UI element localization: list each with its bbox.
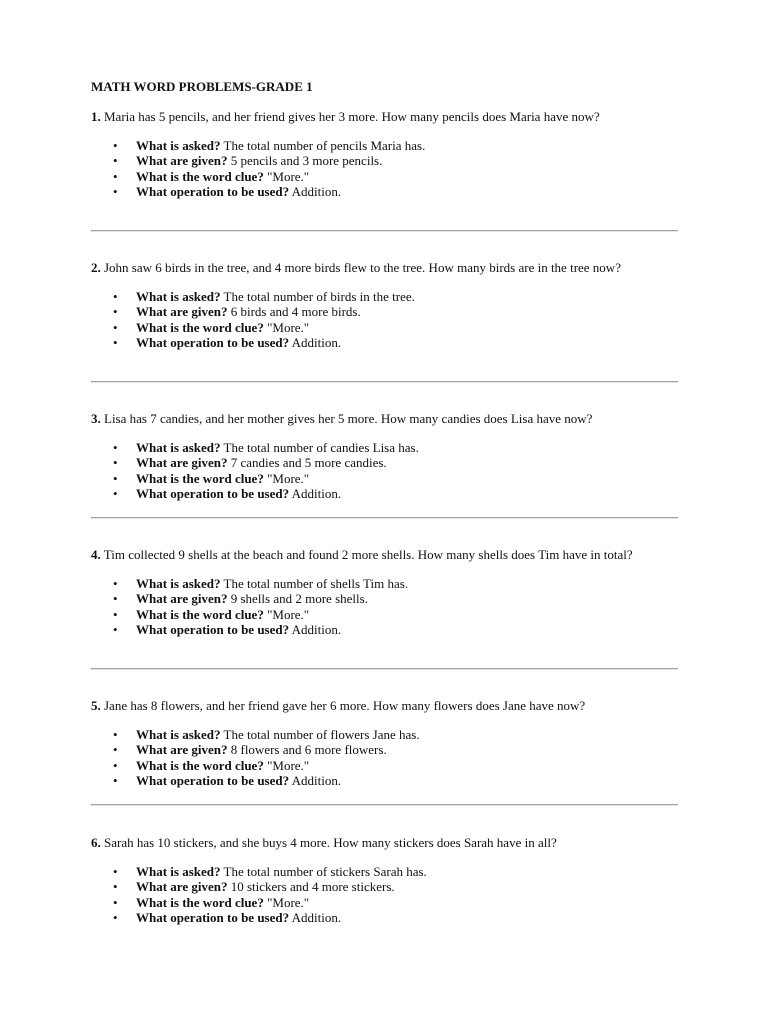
- bullet-icon: •: [113, 485, 118, 501]
- bullet-icon: •: [113, 319, 118, 335]
- bullet-icon: •: [113, 757, 118, 773]
- asked-label: What is asked?: [136, 864, 221, 879]
- asked-value: The total number of pencils Maria has.: [223, 138, 426, 153]
- operation-value: Addition.: [291, 772, 342, 788]
- bullet-icon: •: [113, 138, 118, 153]
- problem-number: 5.: [91, 698, 101, 713]
- given-label: What are given?: [136, 153, 228, 169]
- list-item: [91, 471, 681, 486]
- problem-analysis-list: [91, 440, 681, 501]
- document-title: MATH WORD PROBLEMS-GRADE 1: [91, 79, 313, 94]
- problem-2: [91, 260, 681, 350]
- clue-label: What is the word clue?: [136, 168, 264, 184]
- list-item: [91, 727, 681, 742]
- clue-value: "More.": [267, 894, 310, 910]
- problem-analysis-list: [91, 138, 681, 199]
- list-item: [91, 758, 681, 773]
- problem-analysis-list: [91, 289, 681, 350]
- clue-label: What is the word clue?: [136, 894, 264, 910]
- problem-6: [91, 835, 681, 925]
- list-item: [91, 879, 681, 894]
- list-item: [91, 864, 681, 879]
- problem-5: [91, 698, 681, 788]
- clue-label: What is the word clue?: [136, 470, 264, 486]
- problem-question: [91, 547, 651, 563]
- operation-value: Addition.: [291, 183, 342, 199]
- bullet-icon: •: [113, 289, 118, 304]
- bullet-icon: •: [113, 772, 118, 788]
- problem-number: 3.: [91, 411, 101, 426]
- problem-analysis-list: [91, 576, 681, 637]
- operation-value: Addition.: [291, 485, 342, 501]
- asked-label: What is asked?: [136, 289, 221, 304]
- given-label: What are given?: [136, 879, 228, 895]
- bullet-icon: •: [113, 153, 118, 169]
- problem-text: Tim collected 9 shells at the beach and found 2 more shells. How many shells does Tim have in total?: [103, 547, 633, 562]
- list-item: [91, 773, 681, 788]
- given-value: 6 birds and 4 more birds.: [230, 304, 361, 320]
- given-label: What are given?: [136, 455, 228, 471]
- section-divider: [91, 381, 678, 383]
- problem-text: Sarah has 10 stickers, and she buys 4 more. How many stickers does Sarah have in all?: [104, 835, 557, 850]
- asked-value: The total number of flowers Jane has.: [223, 727, 420, 742]
- clue-value: "More.": [267, 319, 310, 335]
- bullet-icon: •: [113, 440, 118, 455]
- list-item: [91, 910, 681, 925]
- bullet-icon: •: [113, 304, 118, 320]
- asked-value: The total number of birds in the tree.: [223, 289, 415, 304]
- problem-question: [91, 109, 651, 125]
- clue-value: "More.": [267, 470, 310, 486]
- section-divider: [91, 517, 678, 519]
- given-label: What are given?: [136, 742, 228, 758]
- bullet-icon: •: [113, 183, 118, 199]
- bullet-icon: •: [113, 621, 118, 637]
- bullet-icon: •: [113, 727, 118, 742]
- operation-label: What operation to be used?: [136, 334, 290, 350]
- problem-question: [91, 835, 681, 851]
- asked-value: The total number of candies Lisa has.: [223, 440, 419, 455]
- list-item: [91, 169, 681, 184]
- problem-text: Maria has 5 pencils, and her friend gives her 3 more. How many pencils does Maria have now?: [104, 109, 600, 124]
- asked-label: What is asked?: [136, 138, 221, 153]
- problem-number: 2.: [91, 260, 101, 275]
- list-item: [91, 184, 681, 199]
- section-divider: [91, 230, 678, 232]
- section-divider: [91, 804, 678, 806]
- list-item: [91, 335, 681, 350]
- problem-4: [91, 547, 681, 637]
- list-item: [91, 895, 681, 910]
- list-item: [91, 607, 681, 622]
- problem-1: [91, 109, 681, 199]
- list-item: [91, 153, 681, 168]
- given-label: What are given?: [136, 591, 228, 607]
- bullet-icon: •: [113, 864, 118, 879]
- bullet-icon: •: [113, 334, 118, 350]
- given-value: 5 pencils and 3 more pencils.: [230, 153, 383, 169]
- list-item: [91, 742, 681, 757]
- bullet-icon: •: [113, 894, 118, 910]
- asked-label: What is asked?: [136, 440, 221, 455]
- bullet-icon: •: [113, 909, 118, 925]
- list-item: [91, 486, 681, 501]
- operation-label: What operation to be used?: [136, 183, 290, 199]
- problem-number: 1.: [91, 109, 101, 124]
- section-divider: [91, 668, 678, 670]
- operation-label: What operation to be used?: [136, 909, 290, 925]
- list-item: [91, 591, 681, 606]
- list-item: [91, 622, 681, 637]
- list-item: [91, 138, 681, 153]
- problem-text: Lisa has 7 candies, and her mother gives her 5 more. How many candies does Lisa have now?: [104, 411, 593, 426]
- clue-label: What is the word clue?: [136, 606, 264, 622]
- operation-value: Addition.: [291, 334, 342, 350]
- asked-label: What is asked?: [136, 576, 221, 591]
- operation-label: What operation to be used?: [136, 485, 290, 501]
- list-item: [91, 289, 681, 304]
- list-item: [91, 440, 681, 455]
- problem-analysis-list: [91, 864, 681, 925]
- operation-value: Addition.: [291, 909, 342, 925]
- bullet-icon: •: [113, 455, 118, 471]
- problem-number: 6.: [91, 835, 101, 850]
- problem-question: [91, 411, 681, 427]
- problem-3: [91, 411, 681, 501]
- given-value: 9 shells and 2 more shells.: [230, 591, 368, 607]
- given-value: 10 stickers and 4 more stickers.: [230, 879, 395, 895]
- given-value: 8 flowers and 6 more flowers.: [230, 742, 387, 758]
- clue-label: What is the word clue?: [136, 319, 264, 335]
- problem-text: John saw 6 birds in the tree, and 4 more birds flew to the tree. How many birds are in the tree now?: [104, 260, 621, 275]
- asked-value: The total number of shells Tim has.: [223, 576, 409, 591]
- asked-label: What is asked?: [136, 727, 221, 742]
- clue-value: "More.": [267, 606, 310, 622]
- operation-label: What operation to be used?: [136, 772, 290, 788]
- list-item: [91, 304, 681, 319]
- problem-question: [91, 260, 651, 276]
- list-item: [91, 576, 681, 591]
- bullet-icon: •: [113, 168, 118, 184]
- problem-number: 4.: [91, 547, 101, 562]
- bullet-icon: •: [113, 591, 118, 607]
- bullet-icon: •: [113, 879, 118, 895]
- bullet-icon: •: [113, 606, 118, 622]
- bullet-icon: •: [113, 470, 118, 486]
- list-item: [91, 320, 681, 335]
- given-value: 7 candies and 5 more candies.: [230, 455, 387, 471]
- operation-label: What operation to be used?: [136, 621, 290, 637]
- problem-question: [91, 698, 681, 714]
- clue-value: "More.": [267, 168, 310, 184]
- problem-text: Jane has 8 flowers, and her friend gave her 6 more. How many flowers does Jane have now?: [104, 698, 586, 713]
- bullet-icon: •: [113, 576, 118, 591]
- operation-value: Addition.: [291, 621, 342, 637]
- problem-analysis-list: [91, 727, 681, 788]
- asked-value: The total number of stickers Sarah has.: [223, 864, 427, 879]
- clue-value: "More.": [267, 757, 310, 773]
- bullet-icon: •: [113, 742, 118, 758]
- clue-label: What is the word clue?: [136, 757, 264, 773]
- list-item: [91, 455, 681, 470]
- given-label: What are given?: [136, 304, 228, 320]
